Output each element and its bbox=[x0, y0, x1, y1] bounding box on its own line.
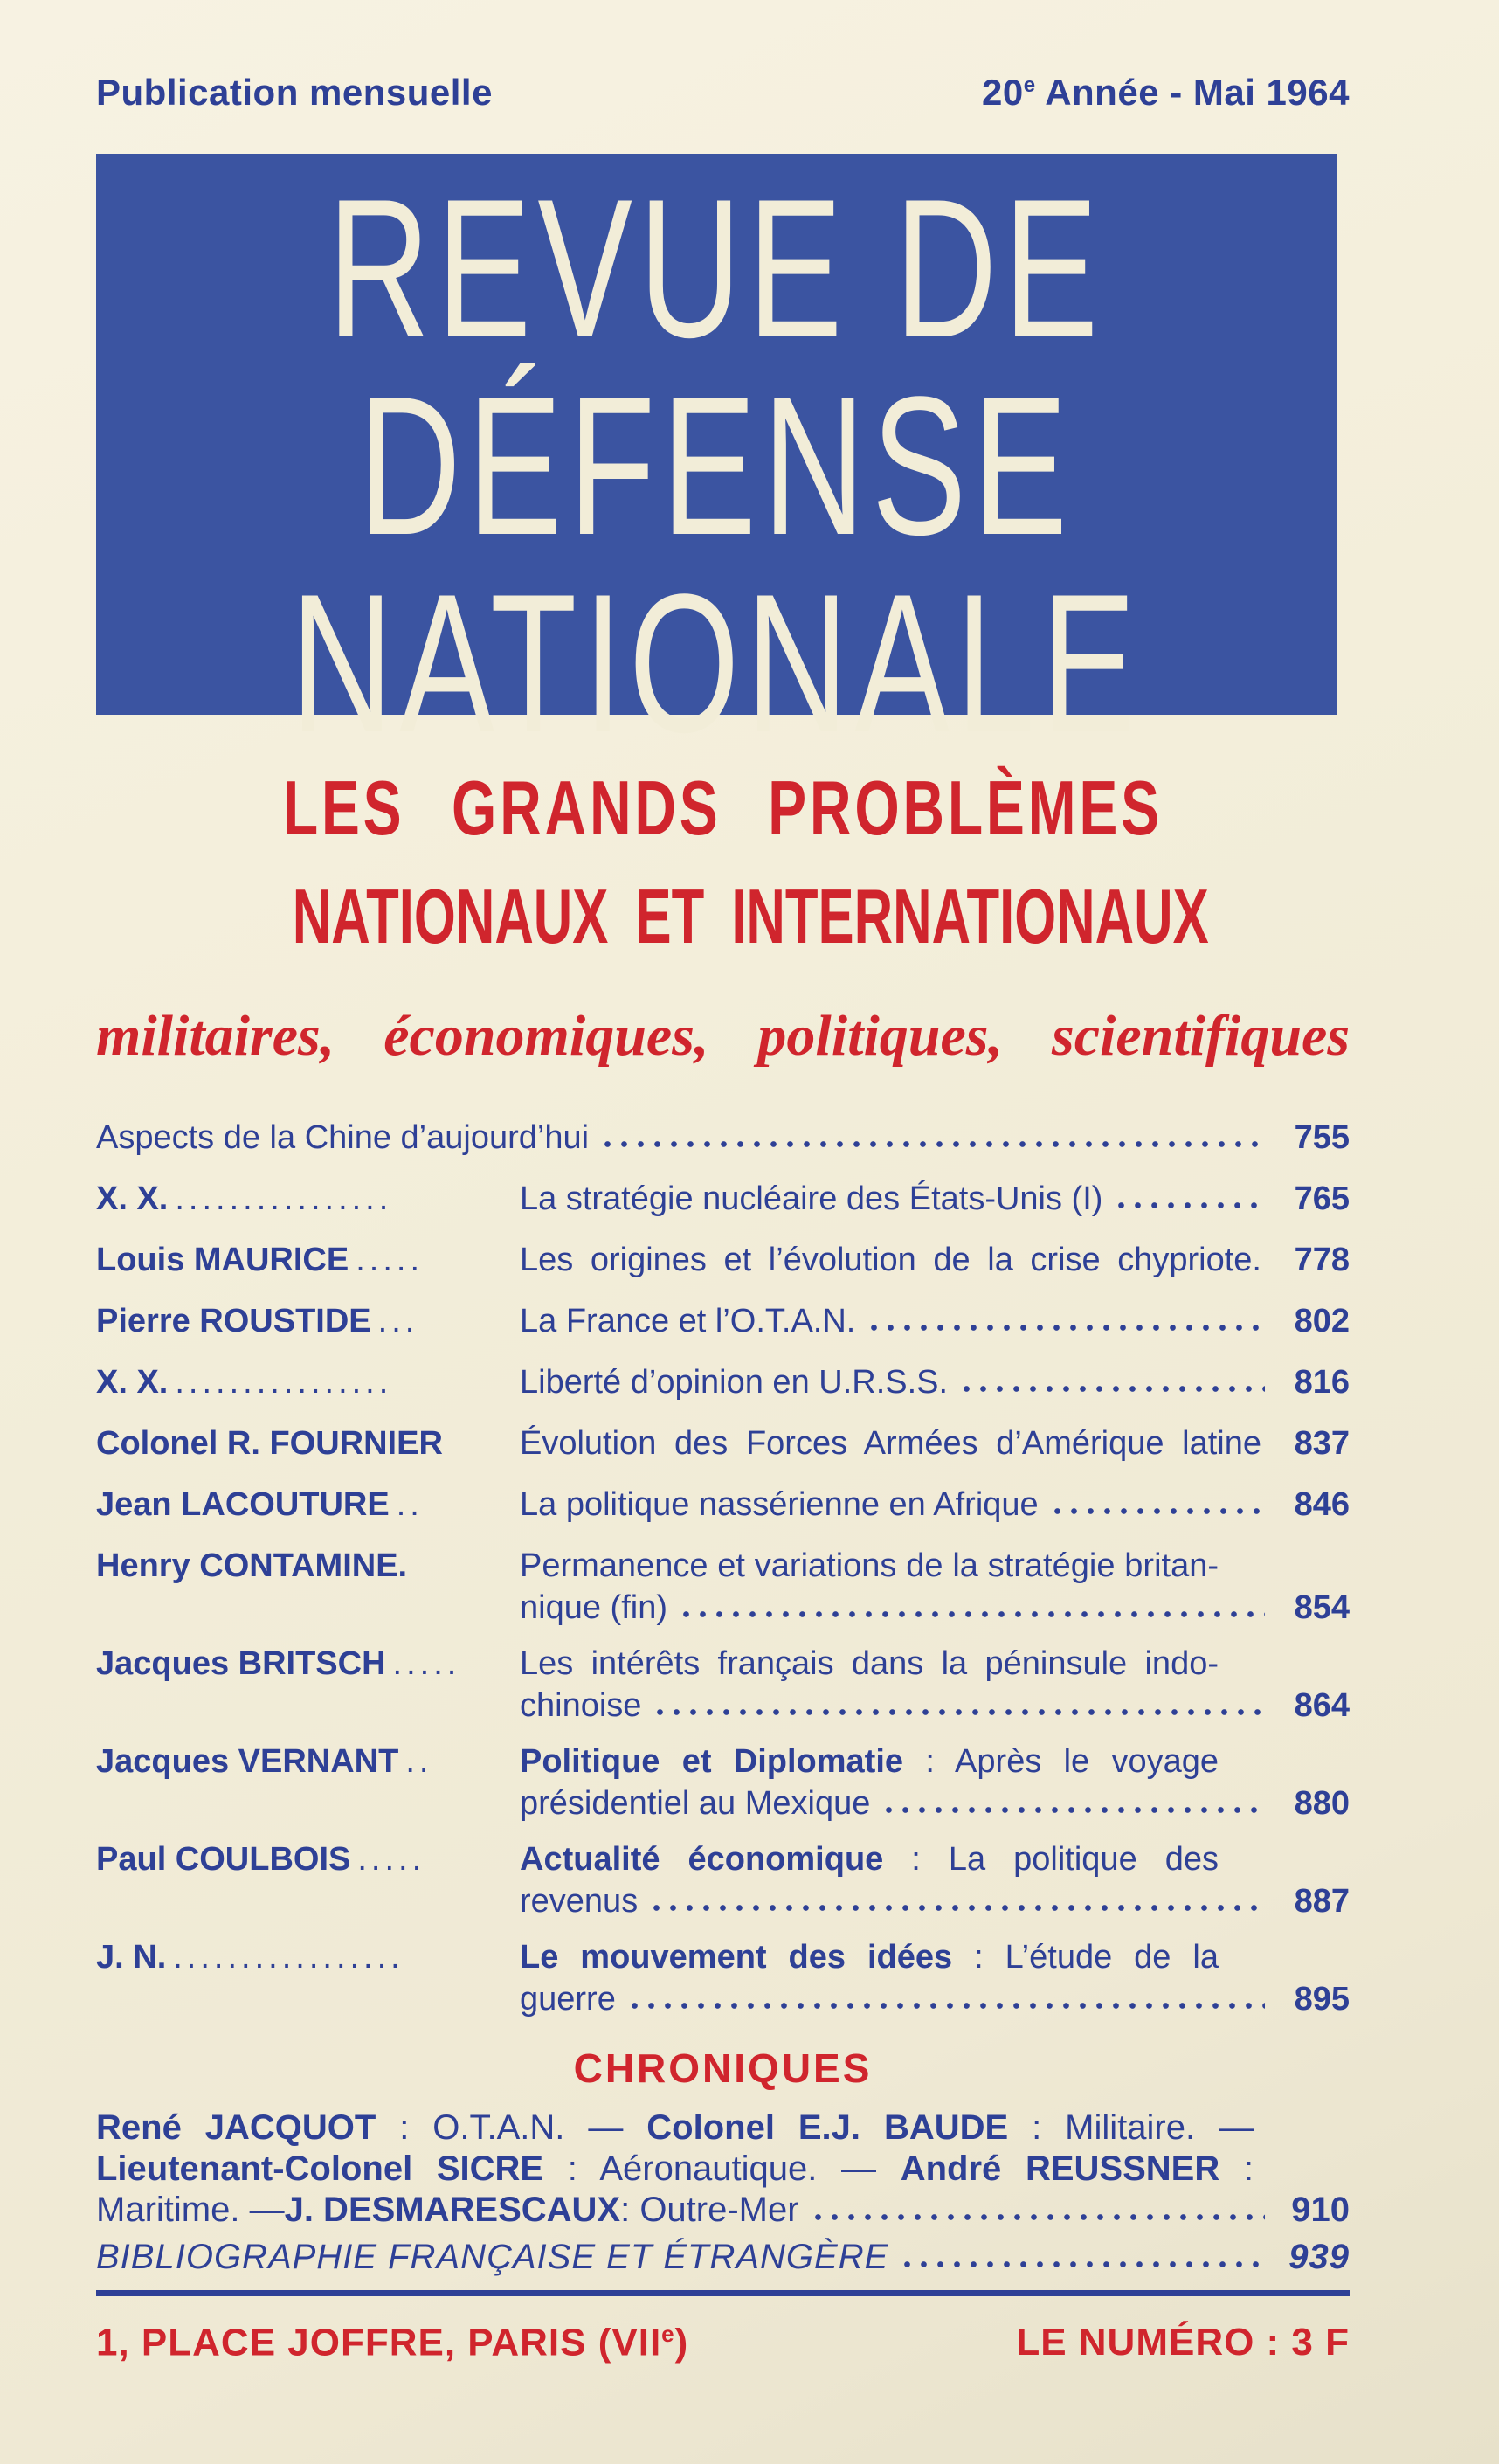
publisher-address: 1, PLACE JOFFRE, PARIS (VIIe) bbox=[96, 2321, 689, 2364]
toc-title: La stratégie nucléaire des États-Unis (I) bbox=[520, 1180, 1103, 1217]
title-line-2: DÉFENSE bbox=[358, 355, 1074, 576]
toc-title: Les origines et l’évolution de la crise chypriote. bbox=[520, 1242, 1261, 1278]
toc-entry bbox=[96, 1117, 1350, 1159]
toc-author: Pierre ROUSTIDE ... bbox=[96, 1303, 419, 1339]
issue-date: Année - Mai 1964 bbox=[1035, 72, 1350, 113]
toc-title-line1: Actualité économique : La politique des bbox=[520, 1841, 1219, 1878]
toc-entry bbox=[96, 1838, 1350, 1922]
toc-entry bbox=[96, 1361, 1350, 1403]
dot-leader bbox=[678, 1610, 1265, 1618]
footer bbox=[96, 2321, 1350, 2365]
subtitle-line-1: LES GRANDS PROBLÈMES bbox=[282, 765, 1164, 851]
publication-frequency: Publication mensuelle bbox=[96, 72, 493, 113]
toc-page-number: 778 bbox=[1294, 1242, 1350, 1278]
title-line-3: NATIONALE bbox=[290, 552, 1143, 773]
toc-title-line1: Le mouvement des idées : L’étude de la bbox=[520, 1939, 1219, 1976]
toc-entry bbox=[96, 1484, 1350, 1526]
toc-title: La politique nassérienne en Afrique bbox=[520, 1486, 1039, 1523]
toc-title: La France et l’O.T.A.N. bbox=[520, 1303, 856, 1339]
toc-entry bbox=[96, 1936, 1350, 2020]
dot-leader bbox=[648, 1904, 1265, 1912]
chroniques-line-1: René JACQUOT : O.T.A.N. — Colonel E.J. BAUDE : Militaire. — bbox=[96, 2108, 1254, 2147]
dot-leader bbox=[958, 1385, 1265, 1393]
toc-author: Louis MAURICE ..... bbox=[96, 1242, 425, 1278]
toc-page-number: 846 bbox=[1294, 1486, 1350, 1523]
toc-author: X. X. ................ bbox=[96, 1180, 393, 1217]
bibliography-entry bbox=[96, 2236, 1350, 2278]
toc-entry bbox=[96, 1741, 1350, 1824]
toc-title-line1: Permanence et variations de la stratégie britan- bbox=[520, 1547, 1219, 1584]
toc-author: Henry CONTAMINE. bbox=[96, 1547, 408, 1584]
issue-year-number: 20 bbox=[982, 72, 1024, 113]
chroniques-heading: CHRONIQUES bbox=[573, 2045, 873, 2091]
toc-title-line2: revenus bbox=[520, 1883, 639, 1920]
toc-page-number: 755 bbox=[1294, 1119, 1350, 1156]
issue-price: LE NUMÉRO : 3 F bbox=[1016, 2321, 1350, 2364]
chroniques-page-number: 910 bbox=[1291, 2191, 1350, 2229]
toc-title-line2: nique (fin) bbox=[520, 1589, 667, 1626]
toc-entry bbox=[96, 1545, 1350, 1629]
bibliography-title: BIBLIOGRAPHIE FRANÇAISE ET ÉTRANGÈRE bbox=[96, 2238, 889, 2276]
dot-leader bbox=[1049, 1507, 1265, 1515]
toc-page-number: 816 bbox=[1294, 1364, 1350, 1401]
toc-title-line1: Politique et Diplomatie : Après le voyage bbox=[520, 1743, 1219, 1780]
dot-leader bbox=[599, 1140, 1265, 1148]
toc-title-line1: Les intérêts français dans la péninsule indo- bbox=[520, 1645, 1219, 1682]
toc-entry bbox=[96, 1239, 1350, 1281]
subtitle-line-2: NATIONAUX ET INTERNATIONAUX bbox=[292, 873, 1209, 959]
toc-page-number: 837 bbox=[1294, 1425, 1350, 1462]
toc-title: Aspects de la Chine d’aujourd’hui bbox=[96, 1119, 590, 1156]
toc-author: Jacques BRITSCH ..... bbox=[96, 1645, 461, 1682]
toc-author: J. N. ................. bbox=[96, 1939, 404, 1976]
issue-ordinal-sup: e bbox=[1023, 73, 1036, 97]
toc-author: Colonel R. FOURNIER bbox=[96, 1425, 443, 1462]
toc-author: X. X. ................ bbox=[96, 1364, 393, 1401]
chroniques-paragraph bbox=[96, 2108, 1350, 2231]
dot-leader bbox=[866, 1324, 1265, 1332]
issue-info bbox=[982, 72, 1350, 114]
dot-leader bbox=[1113, 1201, 1265, 1209]
dot-leader bbox=[652, 1708, 1265, 1716]
divider-rule bbox=[96, 2290, 1350, 2296]
toc-author: Jean LACOUTURE .. bbox=[96, 1486, 424, 1523]
magazine-title-block bbox=[96, 154, 1337, 773]
toc-page-number: 802 bbox=[1294, 1303, 1350, 1339]
toc-page-number: 864 bbox=[1294, 1687, 1350, 1724]
toc-title-line2: guerre bbox=[520, 1981, 616, 2018]
dot-leader bbox=[881, 1806, 1265, 1814]
dot-leader bbox=[899, 2260, 1265, 2268]
toc-entry bbox=[96, 1643, 1350, 1727]
toc-author: Jacques VERNANT .. bbox=[96, 1743, 433, 1780]
subtitle-heading bbox=[96, 765, 1350, 982]
tagline: militaires, économiques, politiques, scientifiques bbox=[96, 1004, 1350, 1068]
title-line-1: REVUE DE bbox=[328, 157, 1105, 378]
toc-entry bbox=[96, 1178, 1350, 1220]
dot-leader bbox=[810, 2213, 1265, 2221]
chroniques-line-3: Maritime. — J. DESMARESCAUX : Outre-Mer 910 bbox=[96, 2191, 1350, 2229]
dot-leader bbox=[626, 2002, 1265, 2010]
masthead bbox=[96, 72, 1350, 114]
toc-page-number: 887 bbox=[1294, 1883, 1350, 1920]
toc-page-number: 895 bbox=[1294, 1981, 1350, 2018]
toc-page-number: 765 bbox=[1294, 1180, 1350, 1217]
table-of-contents bbox=[96, 1117, 1350, 2020]
toc-title-line2: présidentiel au Mexique bbox=[520, 1785, 871, 1822]
toc-title-line2: chinoise bbox=[520, 1687, 642, 1724]
toc-title: Liberté d’opinion en U.R.S.S. bbox=[520, 1364, 949, 1401]
toc-entry bbox=[96, 1300, 1350, 1342]
toc-title: Évolution des Forces Armées d’Amérique latine bbox=[520, 1425, 1261, 1462]
toc-page-number: 880 bbox=[1294, 1785, 1350, 1822]
toc-author: Paul COULBOIS ..... bbox=[96, 1841, 426, 1878]
chroniques-line-2: Lieutenant-Colonel SICRE : Aéronautique. — André REUSSNER : bbox=[96, 2149, 1254, 2188]
bibliography-page-number: 939 bbox=[1288, 2238, 1350, 2276]
toc-entry bbox=[96, 1422, 1350, 1464]
toc-page-number: 854 bbox=[1294, 1589, 1350, 1626]
